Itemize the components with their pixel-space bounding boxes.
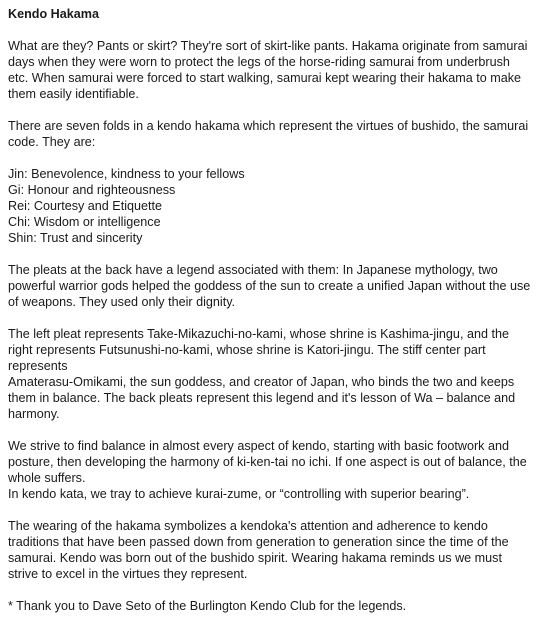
text-line: What are they? Pants or skirt? They're sort of skirt-like pants. Hakama originate from samurai — [8, 39, 528, 53]
paragraph-credits — [8, 598, 556, 614]
text-line: We strive to find balance in almost every aspect of kendo, starting with basic footwork and — [8, 439, 509, 453]
text-line: strive to excel in the virtues they represent. — [8, 567, 248, 581]
document — [8, 6, 556, 630]
text-line: powerful warrior gods helped the goddess of the sun to create a unified Japan without the use — [8, 279, 531, 293]
paragraph-wearing — [8, 518, 556, 582]
text-line: them in balance. The back pleats represent this legend and it's lesson of Wa – balance and — [8, 391, 516, 405]
text-line: The pleats at the back have a legend associated with them: In Japanese mythology, two — [8, 263, 498, 277]
page-title: Kendo Hakama — [8, 7, 99, 21]
text-line: samurai. Kendo was born out of the bushido spirit. Wearing hakama reminds us we must — [8, 551, 502, 565]
text-line: represents — [8, 359, 68, 373]
virtue-item: Jin: Benevolence, kindness to your fellows — [8, 167, 245, 181]
paragraph-pleats — [8, 326, 556, 422]
text-line: of weapons. They used only their dignity. — [8, 295, 236, 309]
text-line: code. They are: — [8, 135, 96, 149]
virtue-item: Shin: Trust and sincerity — [8, 231, 143, 245]
virtue-item: Gi: Honour and righteousness — [8, 183, 176, 197]
text-line: harmony. — [8, 407, 60, 421]
paragraph-folds — [8, 118, 556, 150]
text-line: them easily identifiable. — [8, 87, 139, 101]
text-line: There are seven folds in a kendo hakama which represent the virtues of bushido, the samurai — [8, 119, 529, 133]
virtue-item: Rei: Courtesy and Etiquette — [8, 199, 163, 213]
credits-line: * Thank you to Dave Seto of the Burlington Kendo Club for the legends. — [8, 599, 407, 613]
text-line: Amaterasu-Omikami, the sun goddess, and creator of Japan, who binds the two and keeps — [8, 375, 515, 389]
text-line: right represents Futsunushi-no-kami, whose shrine is Katori-jingu. The stiff center part — [8, 343, 486, 357]
virtue-item: Chi: Wisdom or intelligence — [8, 215, 161, 229]
paragraph-intro — [8, 38, 556, 102]
paragraph-balance — [8, 438, 556, 502]
virtues-list — [8, 166, 556, 246]
text-line: posture, then developing the harmony of ki-ken-tai no ichi. If one aspect is out of balance, the — [8, 455, 527, 469]
text-line: whole suffers. — [8, 471, 86, 485]
text-line: etc. When samurai were forced to start walking, samurai kept wearing their hakama to make — [8, 71, 522, 85]
text-line: The wearing of the hakama symbolizes a kendoka's attention and adherence to kendo — [8, 519, 488, 533]
text-line: In kendo kata, we tray to achieve kurai-zume, or “controlling with superior bearing”. — [8, 487, 470, 501]
paragraph-legend — [8, 262, 556, 310]
text-line: days when they were worn to protect the legs of the horse-riding samurai from underbrush — [8, 55, 510, 69]
text-line: The left pleat represents Take-Mikazuchi-no-kami, whose shrine is Kashima-jingu, and the — [8, 327, 509, 341]
text-line: traditions that have been passed down from generation to generation since the time of the — [8, 535, 509, 549]
